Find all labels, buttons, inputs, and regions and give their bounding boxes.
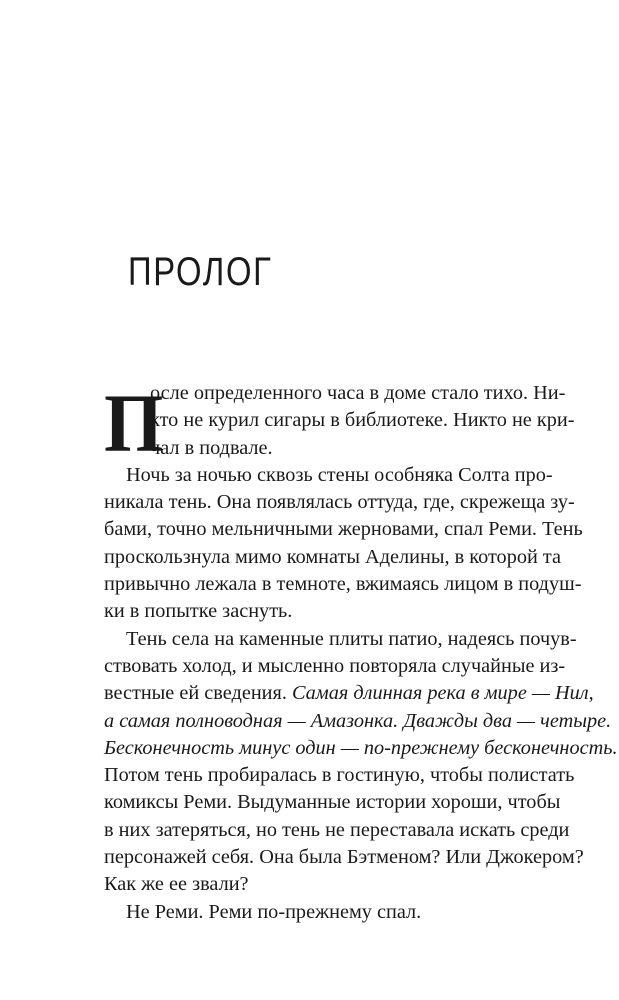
text-line: проскользнула мимо комнаты Аделины, в которой та bbox=[104, 545, 562, 568]
prologue-text bbox=[104, 377, 618, 926]
text-line: Тень села на каменные плиты патио, надеясь почув- bbox=[126, 627, 577, 650]
italic-line: а самая полноводная — Амазонка. Дважды два — четыре. bbox=[104, 709, 612, 732]
drop-cap-letter: П bbox=[104, 377, 164, 469]
text-line: никала тень. Она появлялась оттуда, где, скрежеща зу- bbox=[104, 491, 575, 514]
text-line: комиксы Реми. Выдуманные истории хороши, чтобы bbox=[104, 791, 561, 814]
text-line: персонажей себя. Она была Бэтменом? Или Джокером? bbox=[104, 846, 584, 869]
text-line: ки в попытке заснуть. bbox=[104, 600, 293, 623]
italic-fragment: Самая длинная река в мире — Нил, bbox=[292, 682, 594, 705]
text-line: в них затеряться, но тень не переставала искать среди bbox=[104, 818, 570, 841]
chapter-title: ПРОЛОГ bbox=[128, 250, 273, 294]
text-line: Как же ее звали? bbox=[104, 873, 249, 896]
text-fragment: вестные ей сведения. bbox=[104, 682, 292, 705]
text-line: Не Реми. Реми по-прежнему спал. bbox=[126, 900, 422, 923]
text-line: привычно лежала в темноте, вжимаясь лицом в подуш- bbox=[104, 573, 582, 596]
text-line: Потом тень пробиралась в гостиную, чтобы полистать bbox=[104, 764, 575, 787]
text-line: ствовать холод, и мысленно повторяла случайные из- bbox=[104, 654, 566, 677]
text-line: кто не курил сигары в библиотеке. Никто не кри- bbox=[150, 409, 575, 432]
text-line: осле определенного часа в доме стало тихо. Ни- bbox=[150, 382, 566, 404]
italic-line: Бесконечность минус один — по-прежнему бесконечность. bbox=[104, 736, 618, 759]
text-line bbox=[104, 680, 594, 707]
text-line: чал в подвале. bbox=[150, 436, 273, 459]
text-line: бами, точно мельничными жерновами, спал Реми. Тень bbox=[104, 518, 583, 541]
text-line: Ночь за ночью сквозь стены особняка Солта про- bbox=[126, 463, 553, 486]
